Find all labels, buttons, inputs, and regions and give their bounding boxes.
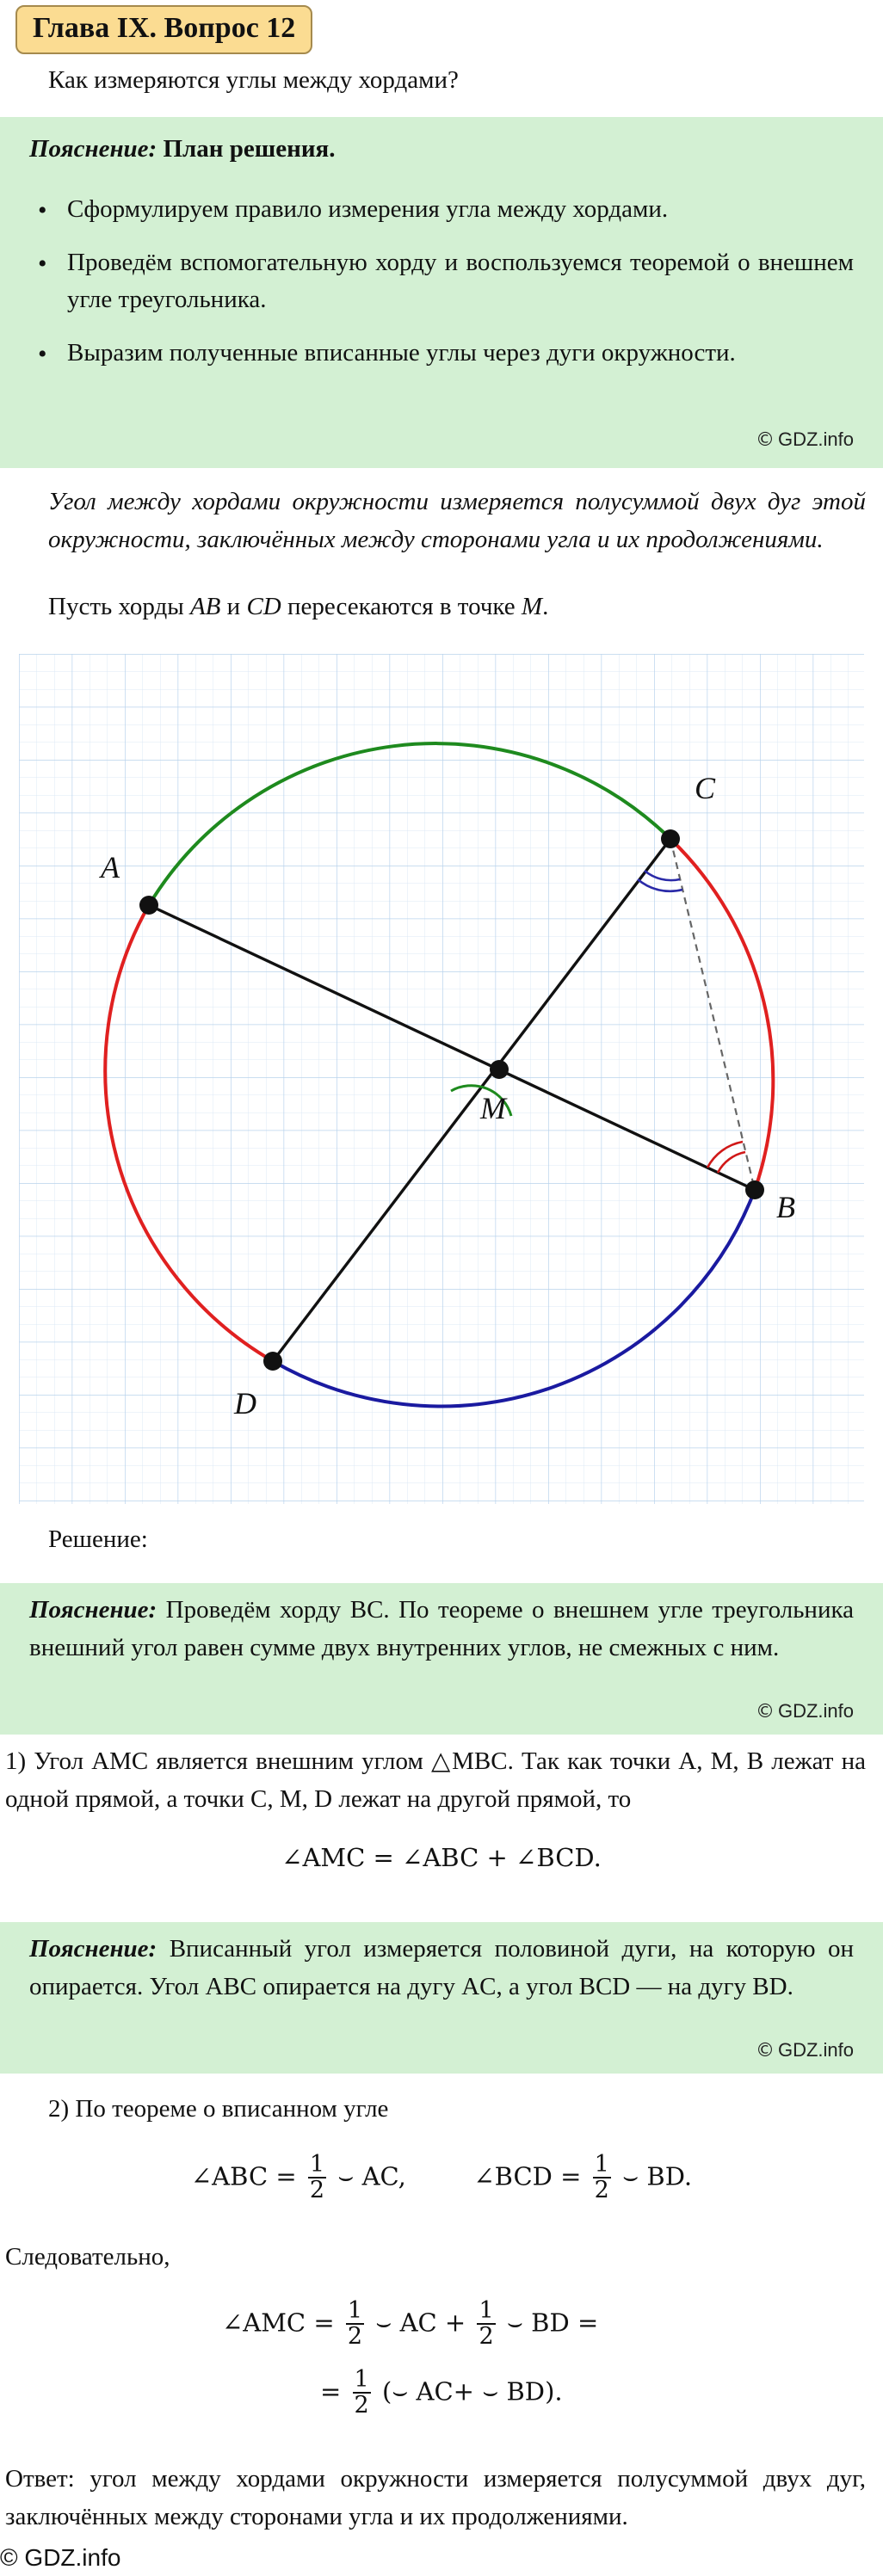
point-c [661,829,680,848]
note2-box [0,1922,883,2074]
page-title: Глава IX. Вопрос 12 [15,5,312,54]
footer [0,2540,120,2576]
note2-body: Вписанный угол измеряется половиной дуги, на которую он опирается. Угол ABC опирается на дугу AC, а угол BCD — на дугу BD. [29,1935,854,2000]
plan-box [0,117,883,468]
question-text: Как измеряются углы между хордами? [48,66,459,94]
therefore-line1: ∠AMC = $\frac{1}{2}$ ⌣ AC + $\frac{1}{2}$ ⌣ BD = [222,2297,599,2351]
rule-text: Угол между хордами окружности измеряется полусуммой двух дуг этой окружности, заключённых между сторонами угла и их продолжениями. [48,488,866,553]
note1-body: Проведём хорду BC. По теореме о внешнем угле треугольника внешний угол равен сумме двух внутренних углов, не смежных с ним. [29,1596,854,1661]
therefore-word: Следовательно, [5,2243,170,2271]
answer-text: Ответ: угол между хордами окружности измеряется полусуммой двух дуг, заключённых между сторонами угла и их продолжениями. [5,2465,866,2530]
copyright-icon: © [755,1701,775,1722]
solution-label: Решение: [48,1525,148,1553]
given-text: Пусть хорды AB и CD пересекаются в точке M. [48,593,549,620]
note2-text [29,1931,854,2006]
geometry-svg [19,654,864,1504]
note2-label: Пояснение: [29,1935,157,1963]
label-a: A [101,850,120,884]
plan-item: • Проведём вспомогательную хорду и воспользуемся теоремой о внешнем угле треугольника. [0,244,854,319]
copyright-note [756,1697,854,1726]
copyright-text: GDZ.info [777,428,854,450]
note1-text [29,1592,854,1667]
step1-text: 1) Угол AMC является внешним углом △MBC. Так как точки A, M, B лежат на одной прямой, а точки C, M, D лежат на другой прямой, то [5,1747,866,1813]
copyright-text: GDZ.info [777,1700,854,1722]
plan-label: Пояснение: [29,135,157,163]
copyright-note [756,2036,854,2065]
plan-item: • Сформулируем правило измерения угла между хордами. [0,191,854,229]
therefore-line2: = $\frac{1}{2}$ (⌣ AC+ ⌣ BD). [320,2366,563,2419]
point-a [139,896,158,915]
grid-background [19,654,864,1504]
step2-formula: ∠ABC = $\frac{1}{2}$ ⌣ AC, ∠BCD = $\frac{1}{2}$ ⌣ BD. [190,2151,693,2204]
copyright-note [756,425,854,454]
point-d [263,1352,282,1371]
geometry-figure [19,654,864,1504]
copyright-text: GDZ.info [777,2039,854,2061]
point-m [490,1060,509,1079]
note1-label: Пояснение: [29,1596,157,1624]
plan-heading [29,131,335,169]
label-c: C [695,771,716,805]
step1-formula: ∠AMC = ∠ABC + ∠BCD. [281,1843,602,1872]
note1-box [0,1583,883,1735]
copyright-icon: © [755,429,775,451]
copyright-icon: © [0,2544,18,2571]
plan-title: План решения. [163,135,336,163]
plan-list [0,191,854,387]
copyright-icon: © [755,2040,775,2061]
footer-site: GDZ.info [24,2544,121,2571]
plan-item: • Выразим полученные вписанные углы через дуги окружности. [0,335,854,373]
point-b [745,1180,764,1199]
step2-text: 2) По теореме о вписанном угле [48,2095,389,2123]
label-b: B [776,1190,795,1224]
label-m: M [480,1091,506,1125]
label-d: D [234,1386,256,1420]
